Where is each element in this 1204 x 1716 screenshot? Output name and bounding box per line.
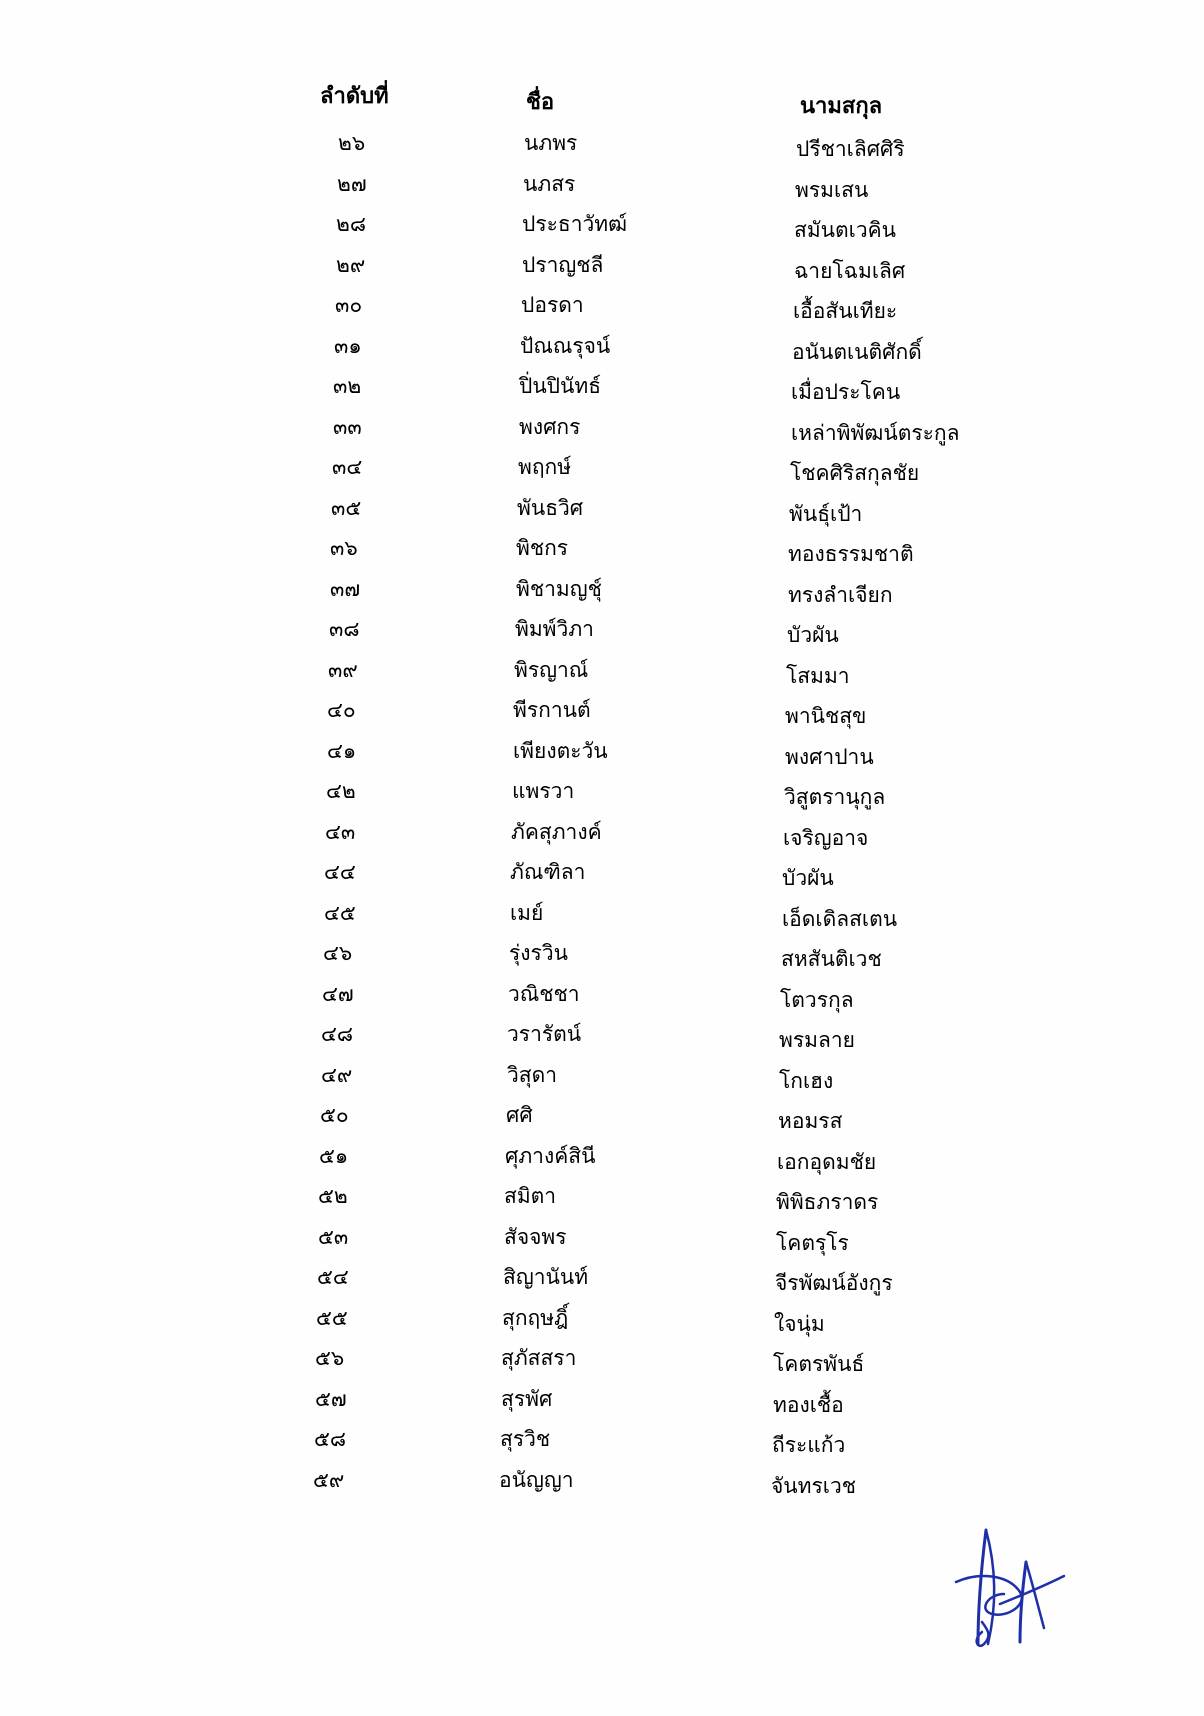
row-last-name: อนันตเนติศักดิ์ bbox=[792, 339, 922, 364]
row-first-name: พงศกร bbox=[519, 414, 581, 439]
row-last-name: เอกอุดมชัย bbox=[777, 1149, 877, 1174]
row-last-name: ใจนุ่ม bbox=[774, 1311, 825, 1336]
table-row bbox=[0, 614, 1204, 655]
row-first-name: พิชกร bbox=[516, 536, 569, 560]
row-first-name: วิสุดา bbox=[507, 1062, 558, 1087]
row-first-name: ประธาวัทฒ์ bbox=[522, 212, 628, 236]
table-row bbox=[0, 1222, 1204, 1263]
table-row bbox=[0, 128, 1204, 169]
row-first-name: ภัณฑิลา bbox=[510, 860, 586, 884]
row-order-number: ๔๓ bbox=[325, 819, 356, 844]
row-order-number: ๔๕ bbox=[324, 900, 356, 925]
table-row bbox=[0, 412, 1204, 453]
row-last-name: พิพิธภราดร bbox=[776, 1190, 879, 1214]
table-row bbox=[0, 209, 1204, 250]
row-order-number: ๕๒ bbox=[318, 1184, 348, 1208]
table-row bbox=[0, 1424, 1204, 1465]
table-row bbox=[0, 493, 1204, 534]
row-first-name: สัจจพร bbox=[504, 1224, 567, 1249]
header-order-number: ลำดับที่ bbox=[320, 84, 389, 109]
name-list bbox=[0, 128, 1204, 1505]
row-order-number: ๕๑ bbox=[319, 1143, 349, 1168]
row-order-number: ๒๘ bbox=[336, 212, 367, 236]
row-last-name: ทองธรรมชาติ bbox=[788, 542, 914, 566]
table-row bbox=[0, 371, 1204, 412]
row-order-number: ๓๔ bbox=[332, 455, 363, 479]
row-first-name: พิมพ์วิภา bbox=[515, 617, 594, 641]
row-order-number: ๓๐ bbox=[335, 293, 363, 317]
row-first-name: วรารัตน์ bbox=[507, 1022, 582, 1046]
row-first-name: ปอรดา bbox=[521, 293, 584, 317]
row-first-name: วณิชชา bbox=[508, 981, 580, 1006]
table-row bbox=[0, 898, 1204, 939]
row-last-name: วิสูตรานุกูล bbox=[784, 785, 886, 809]
row-order-number: ๔๑ bbox=[327, 738, 357, 763]
row-last-name: บัวผัน bbox=[787, 623, 839, 647]
row-last-name: จันทรเวช bbox=[771, 1473, 857, 1498]
row-order-number: ๓๘ bbox=[329, 617, 360, 641]
row-first-name: นภพร bbox=[524, 131, 578, 155]
row-order-number: ๓๙ bbox=[328, 657, 358, 682]
row-first-name: พันธวิศ bbox=[517, 495, 584, 520]
table-row bbox=[0, 1019, 1204, 1060]
row-order-number: ๕๙ bbox=[313, 1467, 345, 1492]
row-first-name: ศศิ bbox=[506, 1103, 533, 1127]
row-first-name: พิรญาณ์ bbox=[514, 657, 589, 682]
row-first-name: เพียงตะวัน bbox=[513, 738, 608, 763]
row-last-name: เจริญอาจ bbox=[783, 825, 869, 850]
row-last-name: เอื้อสันเทียะ bbox=[793, 299, 898, 323]
signature bbox=[948, 1522, 1068, 1652]
row-last-name: ฉายโฉมเลิศ bbox=[794, 258, 906, 283]
row-last-name: ทองเชื้อ bbox=[773, 1392, 844, 1417]
table-row bbox=[0, 1060, 1204, 1101]
row-order-number: ๕๕ bbox=[316, 1305, 348, 1330]
row-order-number: ๔๔ bbox=[324, 860, 356, 884]
row-last-name: เหล่าพิพัฒน์ตระกูล bbox=[791, 420, 960, 445]
row-last-name: พงศาปาน bbox=[785, 744, 874, 769]
table-row bbox=[0, 1303, 1204, 1344]
row-last-name: สหสันติเวช bbox=[781, 947, 882, 971]
row-order-number: ๕๘ bbox=[314, 1427, 347, 1451]
row-first-name: ศุภางค์สินี bbox=[505, 1143, 596, 1168]
row-last-name: เอ็ดเดิลสเตน bbox=[782, 906, 898, 931]
table-row bbox=[0, 857, 1204, 898]
table-row bbox=[0, 1262, 1204, 1303]
table-row bbox=[0, 250, 1204, 291]
row-last-name: พานิชสุข bbox=[785, 704, 867, 728]
table-row bbox=[0, 452, 1204, 493]
table-row bbox=[0, 655, 1204, 696]
table-row bbox=[0, 776, 1204, 817]
table-row bbox=[0, 1465, 1204, 1506]
table-header bbox=[0, 82, 1204, 122]
row-first-name: สิญานันท์ bbox=[503, 1265, 589, 1289]
row-last-name: สมันตเวคิน bbox=[794, 218, 897, 242]
table-row bbox=[0, 290, 1204, 331]
row-order-number: ๔๐ bbox=[327, 698, 356, 722]
row-last-name: ทรงลำเจียก bbox=[788, 582, 893, 607]
row-last-name: ถีระแก้ว bbox=[772, 1433, 846, 1457]
table-row bbox=[0, 736, 1204, 777]
row-last-name: เมื่อประโคน bbox=[791, 380, 901, 404]
row-first-name: พีรกานต์ bbox=[513, 698, 591, 722]
row-first-name: อนัญญา bbox=[499, 1467, 574, 1492]
row-order-number: ๔๖ bbox=[323, 941, 353, 965]
header-last-name: นามสกุล bbox=[800, 94, 883, 119]
row-order-number: ๒๙ bbox=[336, 252, 366, 277]
row-last-name: โตวรกุล bbox=[780, 987, 854, 1012]
row-last-name: พรมเสน bbox=[795, 177, 869, 202]
row-order-number: ๔๗ bbox=[322, 981, 354, 1006]
row-order-number: ๓๗ bbox=[330, 576, 361, 601]
table-row bbox=[0, 331, 1204, 372]
row-last-name: หอมรส bbox=[778, 1109, 843, 1133]
table-row bbox=[0, 817, 1204, 858]
table-row bbox=[0, 938, 1204, 979]
row-last-name: พรมลาย bbox=[779, 1028, 855, 1052]
table-row bbox=[0, 695, 1204, 736]
table-row bbox=[0, 1100, 1204, 1141]
row-last-name: พันธุ์เป้า bbox=[789, 501, 863, 526]
row-order-number: ๔๘ bbox=[321, 1022, 354, 1046]
row-first-name: ปิ่นปินัทธ์ bbox=[519, 374, 602, 398]
row-first-name: ปัณณรุจน์ bbox=[520, 333, 611, 358]
row-order-number: ๕๐ bbox=[320, 1103, 349, 1127]
row-last-name: ปรีชาเลิศศิริ bbox=[796, 137, 905, 161]
row-first-name: พฤกษ์ bbox=[518, 455, 572, 479]
row-first-name: เมย์ bbox=[510, 900, 544, 925]
table-row bbox=[0, 169, 1204, 210]
row-order-number: ๕๔ bbox=[317, 1265, 349, 1289]
row-first-name: รุ่งรวิน bbox=[509, 941, 568, 965]
row-first-name: แพรวา bbox=[512, 779, 575, 803]
row-order-number: ๓๑ bbox=[334, 333, 362, 358]
row-last-name: โสมมา bbox=[786, 663, 850, 688]
table-row bbox=[0, 1181, 1204, 1222]
row-order-number: ๓๒ bbox=[333, 374, 362, 398]
row-order-number: ๒๗ bbox=[337, 171, 367, 196]
header-first-name: ชื่อ bbox=[526, 90, 555, 115]
row-order-number: ๓๕ bbox=[331, 495, 362, 520]
row-last-name: โชคศิริสกุลชัย bbox=[790, 461, 920, 485]
row-order-number: ๒๖ bbox=[338, 131, 366, 155]
table-row bbox=[0, 1384, 1204, 1425]
row-order-number: ๔๙ bbox=[321, 1062, 353, 1087]
table-row bbox=[0, 1343, 1204, 1384]
row-first-name: พิชามญชุ์ bbox=[516, 576, 602, 601]
row-order-number: ๕๓ bbox=[318, 1224, 349, 1249]
row-last-name: โกเฮง bbox=[779, 1068, 834, 1093]
row-first-name: สุรพัศ bbox=[501, 1386, 553, 1411]
row-last-name: จีรพัฒน์อังกูร bbox=[775, 1271, 893, 1295]
row-order-number: ๔๒ bbox=[326, 779, 356, 803]
row-first-name: สมิตา bbox=[504, 1184, 557, 1208]
row-first-name: สุภัสสรา bbox=[501, 1346, 577, 1370]
row-order-number: ๕๗ bbox=[315, 1386, 347, 1411]
table-row bbox=[0, 574, 1204, 615]
row-last-name: โคตรพันธ์ bbox=[773, 1352, 865, 1376]
row-first-name: สุรวิช bbox=[500, 1427, 551, 1451]
table-row bbox=[0, 1141, 1204, 1182]
row-last-name: บัวผัน bbox=[782, 866, 834, 890]
row-first-name: ภัคสุภางค์ bbox=[511, 819, 602, 844]
table-row bbox=[0, 979, 1204, 1020]
row-first-name: นภสร bbox=[523, 171, 576, 196]
row-first-name: ปราญชลี bbox=[522, 252, 604, 277]
row-order-number: ๕๖ bbox=[315, 1346, 345, 1370]
row-last-name: โคตรุโร bbox=[776, 1230, 849, 1255]
table-row bbox=[0, 533, 1204, 574]
row-first-name: สุกฤษฎิ์ bbox=[502, 1305, 569, 1330]
row-order-number: ๓๓ bbox=[333, 414, 362, 439]
row-order-number: ๓๖ bbox=[330, 536, 358, 560]
